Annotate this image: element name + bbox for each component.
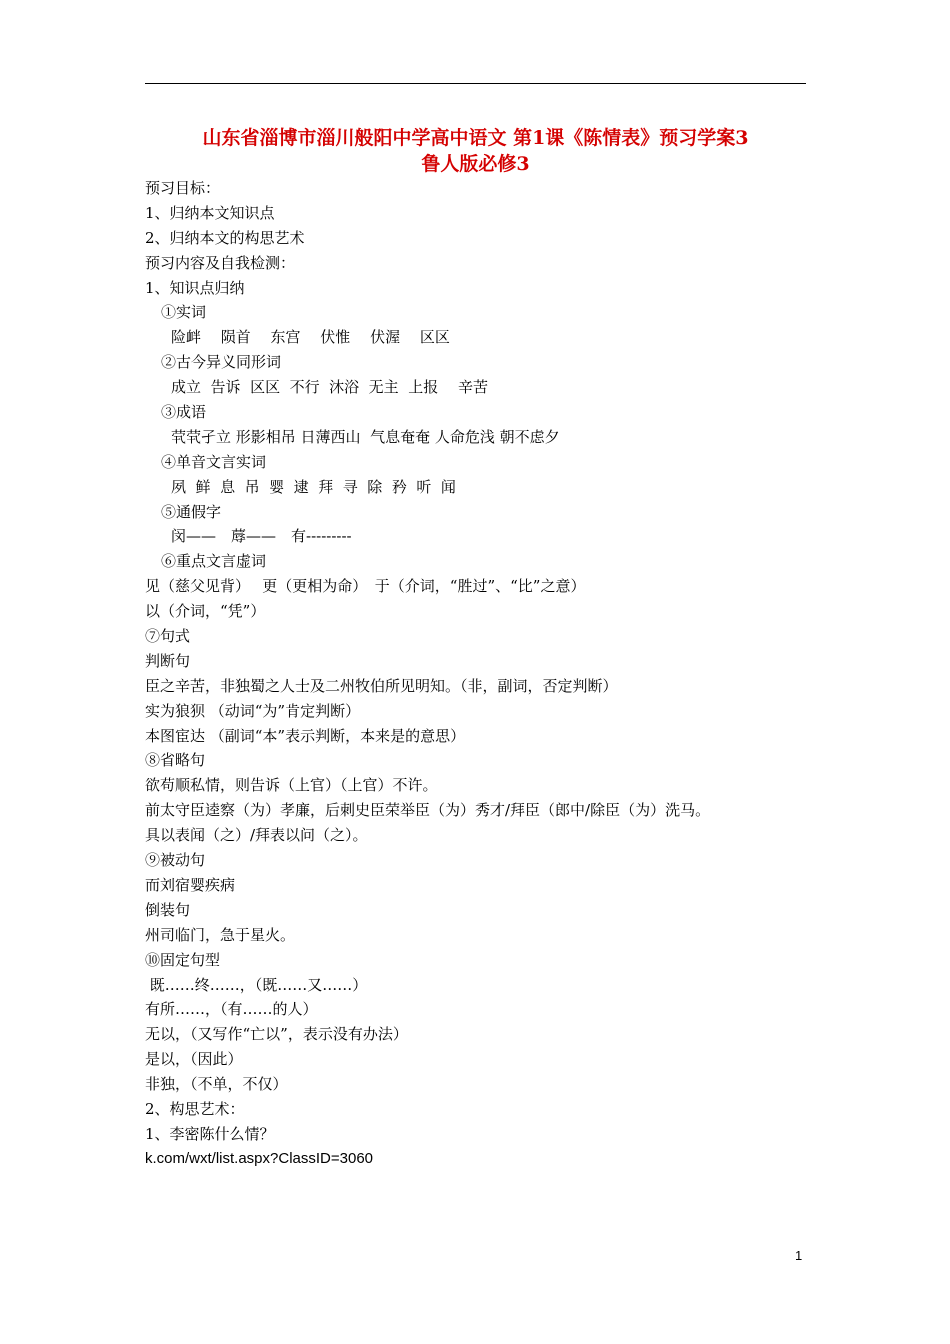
text-line: 前太守臣逵察（为）孝廉，后刺史臣荣举臣（为）秀才/拜臣（郎中/除臣（为）洗马。 xyxy=(145,801,711,820)
text-line: 既……终……，（既……又……） xyxy=(145,975,368,994)
title-line-1: 山东省淄博市淄川般阳中学高中语文 第1课《陈情表》预习学案3 xyxy=(202,127,749,149)
section-heading: ①实词 xyxy=(161,303,207,322)
section-heading: ⑩固定句型 xyxy=(145,950,221,969)
text-line: 闵—— 蓐—— 有--------- xyxy=(171,527,352,546)
text-line: 非独，（不单，不仅） xyxy=(145,1075,288,1094)
text-line: 判断句 xyxy=(145,651,191,670)
text-line: 有所……，（有……的人） xyxy=(145,1000,318,1019)
section-heading: ⑦句式 xyxy=(145,627,191,646)
text-line: 成立 告诉 区区 不行 沐浴 无主 上报 辛苦 xyxy=(171,378,488,397)
section-heading: ④单音文言实词 xyxy=(161,452,267,471)
text-line: 见（慈父见背） 更（更相为命） 于（介词，“胜过”、“比”之意） xyxy=(145,577,586,596)
text-line: 本图宦达 （副词“本”表示判断，本来是的意思） xyxy=(145,726,466,745)
url-text: k.com/wxt/list.aspx?ClassID=3060 xyxy=(145,1149,374,1167)
text-line: 2、归纳本文的构思艺术 xyxy=(145,228,305,247)
text-line: 实为狼狈 （动词“为”肯定判断） xyxy=(145,701,361,720)
page-number: 1 xyxy=(795,1248,803,1263)
document-body xyxy=(145,176,806,1172)
text-line: 茕茕孑立 形影相吊 日薄西山 气息奄奄 人命危浅 朝不虑夕 xyxy=(171,427,560,446)
section-heading: ⑧省略句 xyxy=(145,751,206,770)
text-line: 1、归纳本文知识点 xyxy=(145,203,275,222)
text-line: 具以表闻（之）/拜表以问（之）。 xyxy=(145,826,368,845)
text-line: 臣之辛苦，非独蜀之人士及二州牧伯所见明知。（非，副词，否定判断） xyxy=(145,676,618,695)
section-heading: ③成语 xyxy=(161,403,207,422)
text-line: 无以，（又写作“亡以”，表示没有办法） xyxy=(145,1025,408,1044)
text-line: 1、李密陈什么情？ xyxy=(145,1124,275,1143)
section-heading: ②古今异义同形词 xyxy=(161,353,282,372)
title-line-2: 鲁人版必修3 xyxy=(421,153,530,175)
document-title xyxy=(145,125,806,177)
text-line: 险衅 陨首 东宫 伏惟 伏渥 区区 xyxy=(171,328,450,347)
text-line: 是以，（因此） xyxy=(145,1050,243,1069)
text-line: 预习内容及自我检测： xyxy=(145,253,296,272)
header-rule xyxy=(145,83,806,84)
text-line: 预习目标： xyxy=(145,179,221,197)
text-line: 2、构思艺术： xyxy=(145,1099,245,1118)
text-line: 1、知识点归纳 xyxy=(145,278,245,297)
section-heading: ⑥重点文言虚词 xyxy=(161,552,267,571)
text-line: 欲苟顺私情，则告诉（上官）（上官）不许。 xyxy=(145,776,438,795)
section-heading: ⑤通假字 xyxy=(161,502,222,521)
section-heading: ⑨被动句 xyxy=(145,851,206,870)
text-line: 夙 鲜 息 吊 婴 逮 拜 寻 除 矜 听 闻 xyxy=(171,477,456,496)
text-line: 以（介词，“凭”） xyxy=(145,602,266,621)
text-line: 州司临门，急于星火。 xyxy=(145,925,296,944)
text-line: 而刘宿婴疾病 xyxy=(145,875,236,894)
text-line: 倒装句 xyxy=(145,900,191,919)
